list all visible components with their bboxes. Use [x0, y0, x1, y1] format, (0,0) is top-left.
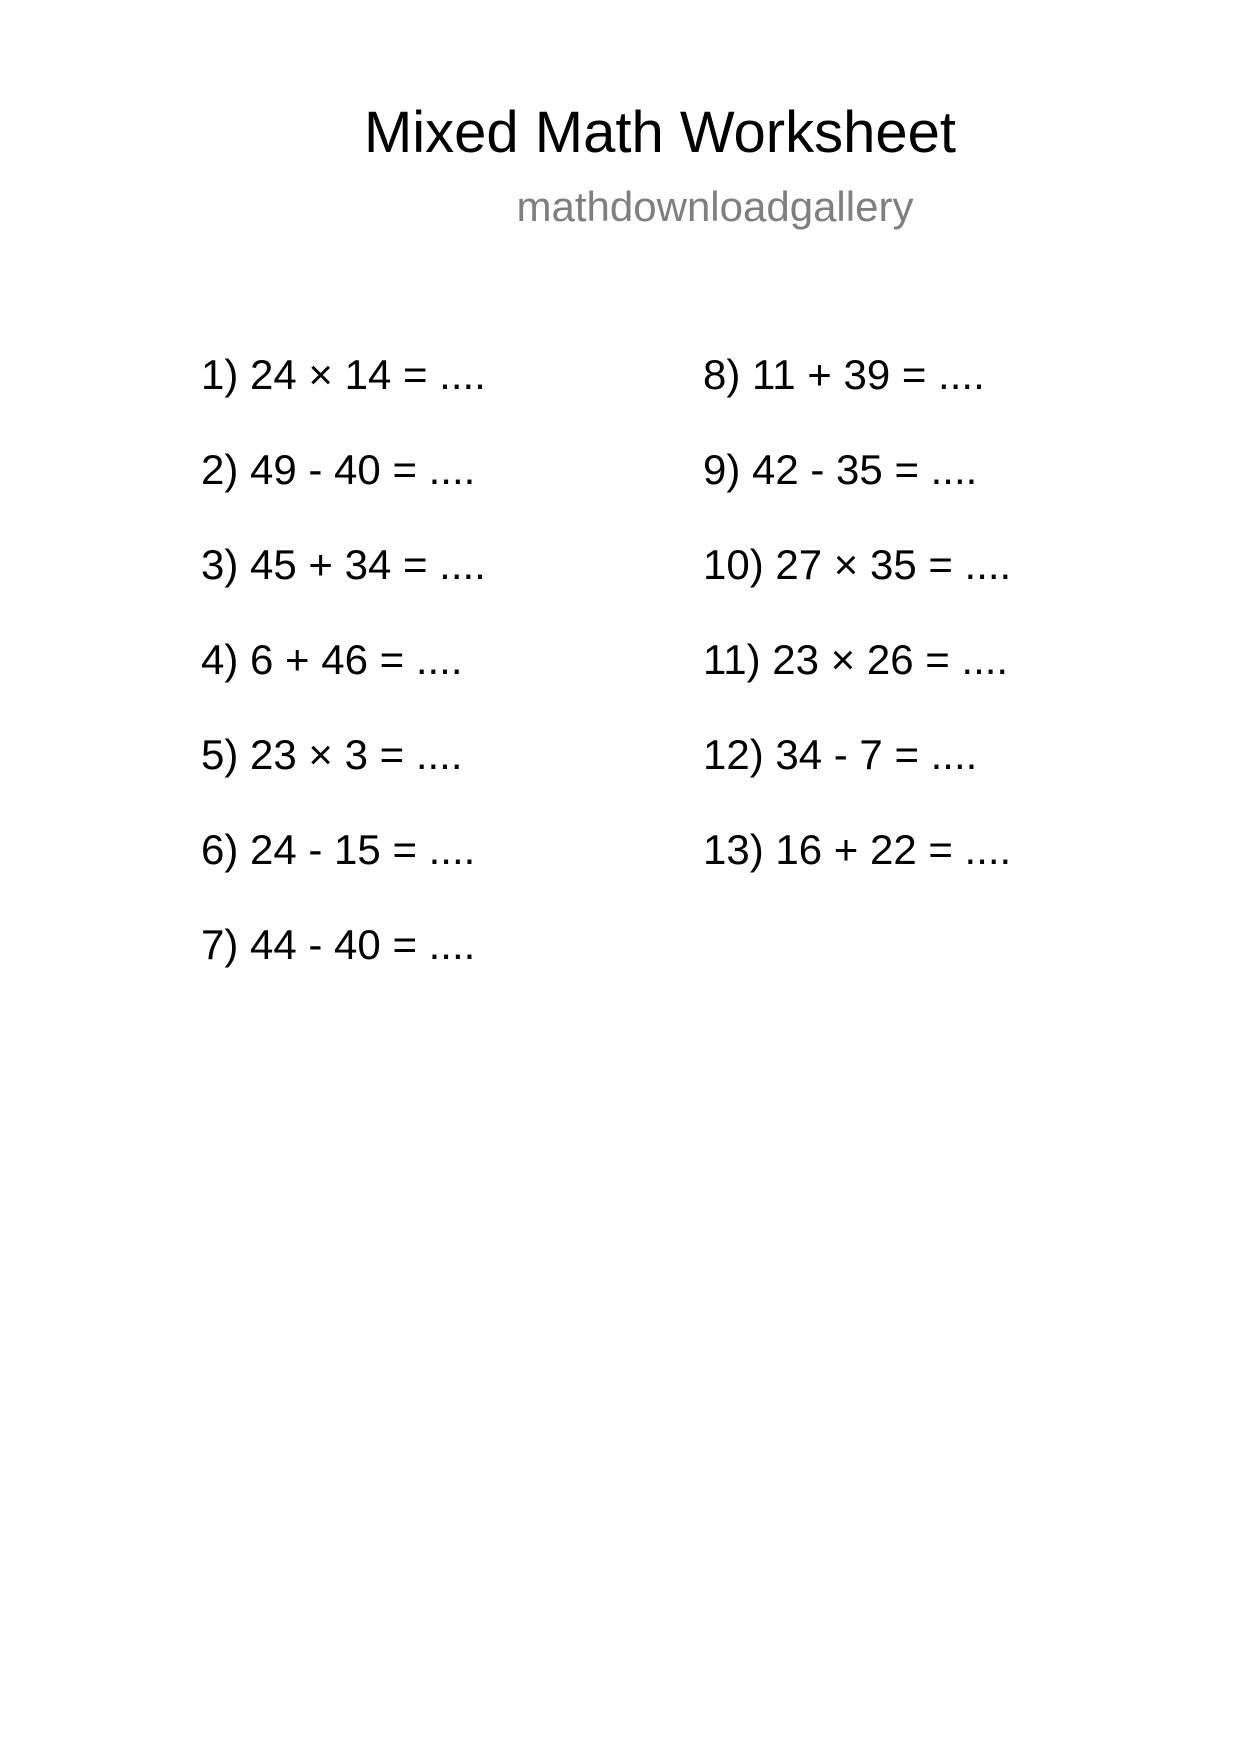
problem-item: 12) 34 - 7 = .... [703, 731, 978, 778]
problem-item: 4) 6 + 46 = .... [201, 636, 463, 683]
problem-item: 9) 42 - 35 = .... [703, 446, 978, 493]
problem-item: 10) 27 × 35 = .... [703, 541, 1012, 588]
problem-item: 11) 23 × 26 = .... [703, 636, 1009, 683]
page-title: Mixed Math Worksheet [363, 100, 957, 165]
problem-item: 8) 11 + 39 = .... [703, 351, 985, 398]
problem-item: 7) 44 - 40 = .... [201, 921, 476, 968]
problem-item: 13) 16 + 22 = .... [703, 826, 1012, 873]
problem-item: 1) 24 × 14 = .... [201, 351, 486, 398]
problem-item: 6) 24 - 15 = .... [201, 826, 476, 873]
page-subtitle: mathdownloadgallery [516, 183, 914, 230]
problem-column-right [703, 350, 1011, 920]
problem-item: 5) 23 × 3 = .... [201, 731, 463, 778]
problem-item: 3) 45 + 34 = .... [201, 541, 486, 588]
problem-column-left [201, 350, 486, 1015]
problem-item: 2) 49 - 40 = .... [201, 446, 476, 493]
